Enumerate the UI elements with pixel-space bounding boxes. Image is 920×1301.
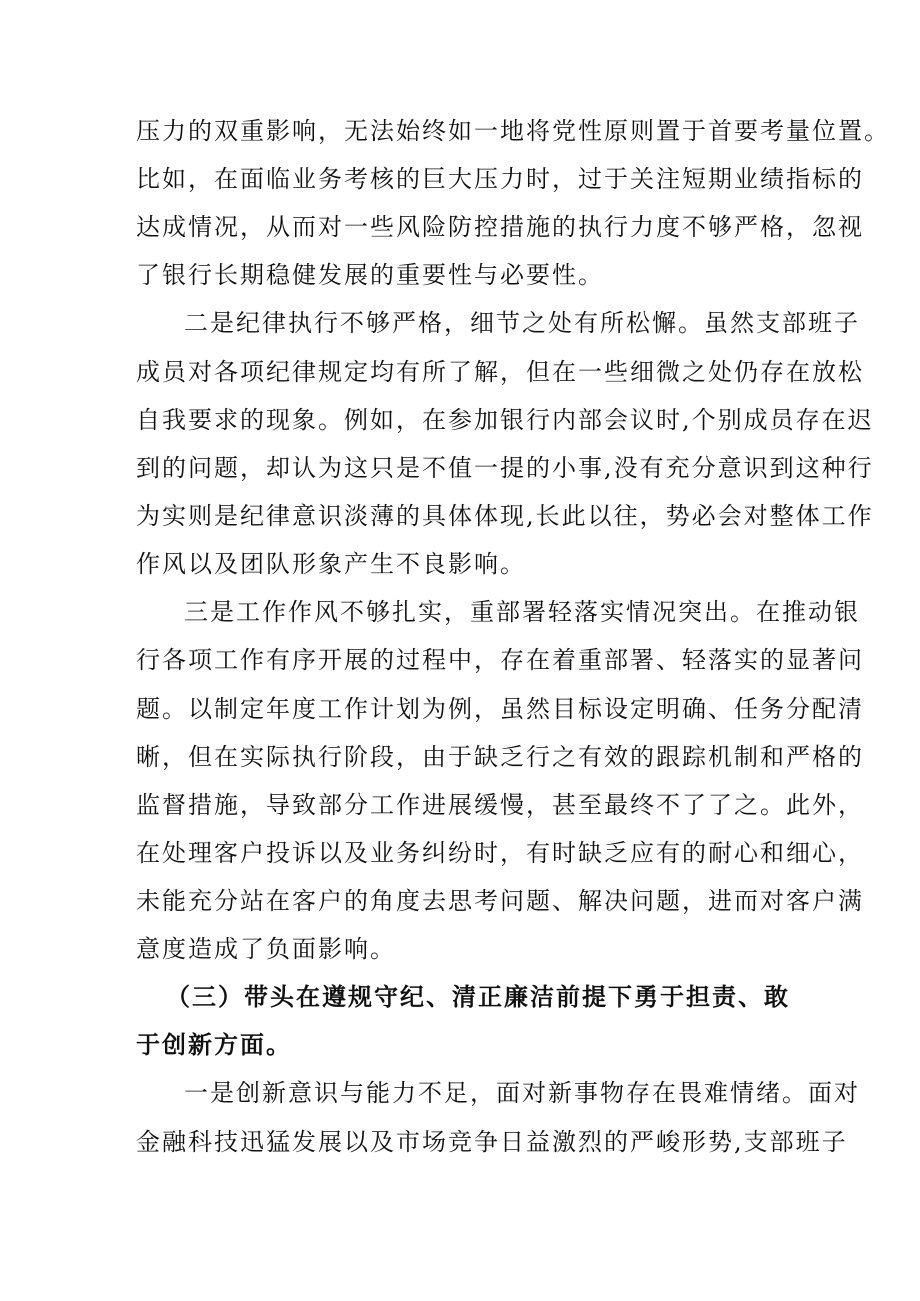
paragraph-line: 金融科技迅猛发展以及市场竞争日益激烈的严峻形势,支部班子 (136, 1128, 848, 1156)
paragraph-line: 二是纪律执行不够严格，细节之处有所松懈。虽然支部班子 (184, 309, 860, 337)
paragraph-line: 自我要求的现象。例如，在参加银行内部会议时,个别成员存在迟 (136, 406, 874, 434)
paragraph-line: 题。以制定年度工作计划为例，虽然目标设定明确、任务分配清 (136, 695, 864, 723)
paragraph-line: 作风以及团队形象产生不良影响。 (136, 550, 526, 578)
paragraph-line: 未能充分站在客户的角度去思考问题、解决问题，进而对客户满 (136, 887, 864, 915)
paragraph-line: 比如，在面临业务考核的巨大压力时，过于关注短期业绩指标的 (136, 165, 864, 193)
paragraph-line: 达成情况，从而对一些风险防控措施的执行力度不够严格，忽视 (136, 213, 864, 241)
paragraph-line: 在处理客户投诉以及业务纠纷时，有时缺乏应有的耐心和细心， (136, 839, 864, 867)
paragraph-line: 成员对各项纪律规定均有所了解，但在一些细微之处仍存在放松 (136, 358, 864, 386)
paragraph-line: 晰，但在实际执行阶段，由于缺乏行之有效的跟踪机制和严格的 (136, 743, 864, 771)
paragraph-line: 行各项工作有序开展的过程中，存在着重部署、轻落实的显著问 (136, 646, 864, 674)
paragraph-line: 意度造成了负面影响。 (136, 935, 396, 963)
paragraph-line: 监督措施，导致部分工作进展缓慢，甚至最终不了了之。此外， (136, 791, 864, 819)
paragraph-line: 到的问题，却认为这只是不值一提的小事,没有充分意识到这种行 (136, 454, 874, 482)
paragraph-line: 一是创新意识与能力不足，面对新事物存在畏难情绪。面对 (184, 1079, 860, 1107)
paragraph-line: 为实则是纪律意识淡薄的具体体现,长此以往，势必会对整体工作 (136, 502, 874, 530)
paragraph-line: 压力的双重影响，无法始终如一地将党性原则置于首要考量位置。 (136, 117, 890, 145)
section-heading: 于创新方面。 (136, 1031, 292, 1059)
paragraph-line: 三是工作作风不够扎实，重部署轻落实情况突出。在推动银 (184, 598, 860, 626)
section-heading: （三）带头在遵规守纪、清正廉洁前提下勇于担责、敢 (166, 983, 790, 1011)
paragraph-line: 了银行长期稳健发展的重要性与必要性。 (136, 261, 604, 289)
